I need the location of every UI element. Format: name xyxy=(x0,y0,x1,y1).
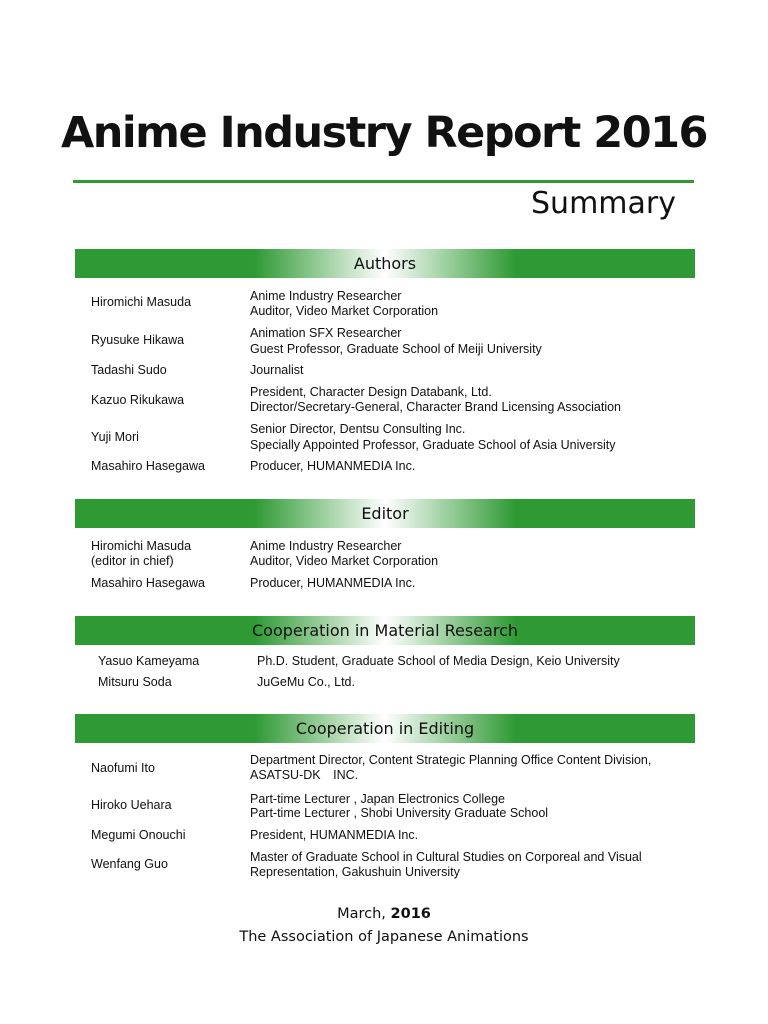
editor-role: Auditor, Video Market Corporation xyxy=(250,554,439,568)
editing-heading: Cooperation in Editing xyxy=(75,714,695,743)
author-name: Yuji Mori xyxy=(91,430,139,444)
author-name: Masahiro Hasegawa xyxy=(91,459,205,473)
editing-name: Hiroko Uehara xyxy=(91,798,172,812)
publication-month: March, xyxy=(337,906,386,922)
author-role: Producer, HUMANMEDIA Inc. xyxy=(250,459,416,473)
editing-role: President, HUMANMEDIA Inc. xyxy=(250,828,419,842)
editor-role: Anime Industry Researcher xyxy=(250,539,402,553)
material-research-role: JuGeMu Co., Ltd. xyxy=(257,675,355,689)
author-role: President, Character Design Databank, Ltd. xyxy=(250,385,492,399)
editor-role: Producer, HUMANMEDIA Inc. xyxy=(250,576,416,590)
material-research-role: Ph.D. Student, Graduate School of Media Design, Keio University xyxy=(257,654,620,668)
title-divider xyxy=(73,180,694,183)
editing-name: Wenfang Guo xyxy=(91,857,168,871)
report-title: Anime Industry Report 2016 xyxy=(61,108,707,158)
publication-year: 2016 xyxy=(390,906,431,922)
author-name: Hiromichi Masuda xyxy=(91,295,192,309)
author-role: Animation SFX Researcher xyxy=(250,326,402,340)
editing-role: ASATSU-DK INC. xyxy=(250,768,359,782)
editing-role: Part-time Lecturer , Shobi University Graduate School xyxy=(250,806,549,820)
author-role: Specially Appointed Professor, Graduate School of Asia University xyxy=(250,438,616,452)
editor-heading: Editor xyxy=(75,499,695,528)
material-research-heading: Cooperation in Material Research xyxy=(75,616,695,645)
author-role: Auditor, Video Market Corporation xyxy=(250,304,439,318)
material-research-name: Yasuo Kameyama xyxy=(98,654,200,668)
editing-role: Master of Graduate School in Cultural Studies on Corporeal and Visual xyxy=(250,850,642,864)
author-role: Guest Professor, Graduate School of Meiji University xyxy=(250,342,542,356)
editing-name: Megumi Onouchi xyxy=(91,828,186,842)
publisher-name: The Association of Japanese Animations xyxy=(239,929,529,945)
editor-name-note: (editor in chief) xyxy=(91,554,174,568)
report-subtitle: Summary xyxy=(531,186,676,221)
author-role: Anime Industry Researcher xyxy=(250,289,402,303)
author-role: Senior Director, Dentsu Consulting Inc. xyxy=(250,422,466,436)
author-role: Director/Secretary-General, Character Brand Licensing Association xyxy=(250,400,622,414)
publication-date xyxy=(0,906,768,922)
material-research-name: Mitsuru Soda xyxy=(98,675,172,689)
editor-name: Masahiro Hasegawa xyxy=(91,576,205,590)
editing-role: Department Director, Content Strategic Planning Office Content Division, xyxy=(250,753,652,767)
editing-name: Naofumi Ito xyxy=(91,761,155,775)
author-name: Tadashi Sudo xyxy=(91,363,167,377)
editing-role: Representation, Gakushuin University xyxy=(250,865,460,879)
author-name: Kazuo Rikukawa xyxy=(91,393,185,407)
author-role: Journalist xyxy=(250,363,304,377)
editing-role: Part-time Lecturer , Japan Electronics College xyxy=(250,792,505,806)
author-name: Ryusuke Hikawa xyxy=(91,333,185,347)
editor-name: Hiromichi Masuda xyxy=(91,539,192,553)
authors-heading: Authors xyxy=(75,249,695,278)
